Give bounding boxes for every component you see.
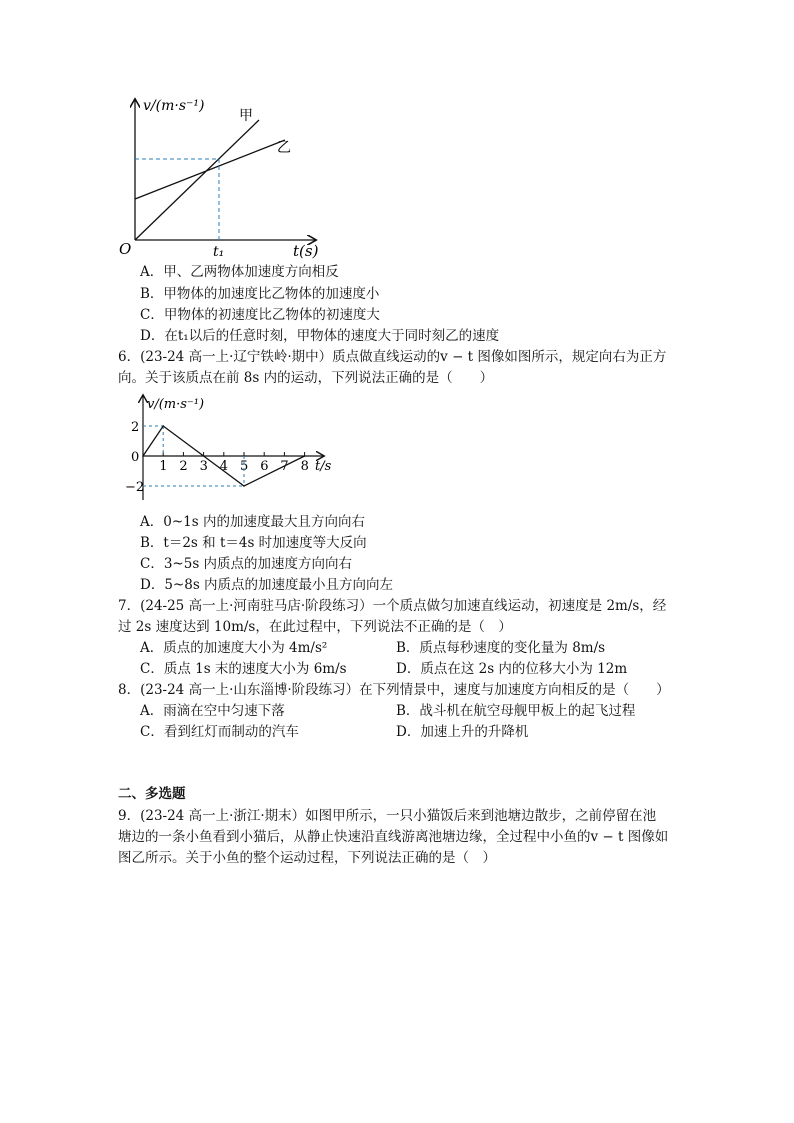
graph2-x-tick-label: 2 [179, 459, 188, 474]
q6-option-d[interactable]: D．5~8s 内质点的加速度最小且方向向左 [140, 577, 394, 593]
q9-stem-line3: 图乙所示。关于小鱼的整个运动过程，下列说法正确的是（ ） [118, 850, 496, 866]
graph2-x-label: t/s [315, 459, 332, 474]
graph2-x-tick-label: 7 [280, 459, 289, 474]
graph1-t1-label: t₁ [213, 244, 225, 260]
graph2-y-tick-label: −2 [125, 480, 145, 495]
section2-heading: 二、多选题 [118, 786, 186, 802]
q9-stem-line2: 塘边的一条小鱼看到小猫后，从静止快速沿直线游离池塘边缘，全过程中小鱼的v − t 图像如 [118, 829, 669, 845]
q5-option-a[interactable]: A．甲、乙两物体加速度方向相反 [140, 264, 339, 280]
graph2-vt-chart [125, 390, 345, 505]
q6-stem-line1: 6．(23-24 高一上·辽宁铁岭·期中）质点做直线运动的v − t 图像如图所示，规定向右为正方 [118, 349, 667, 365]
graph2-data-point [142, 455, 144, 457]
q8-stem-line1: 8．(23-24 高一上·山东淄博·阶段练习）在下列情景中，速度与加速度方向相反的是（ ） [118, 682, 670, 698]
q7-option-b[interactable]: B．质点每秒速度的变化量为 8m/s [396, 640, 606, 656]
q6-stem-line2: 向。关于该质点在前 8s 内的运动，下列说法正确的是（ ） [118, 370, 494, 386]
q5-option-d[interactable]: D．在t₁以后的任意时刻，甲物体的速度大于同时刻乙的速度 [140, 328, 500, 344]
graph2-x-tick-label: 3 [199, 459, 208, 474]
graph1-y-label: v/(m·s⁻¹) [143, 98, 205, 114]
q7-option-c[interactable]: C．质点 1s 末的速度大小为 6m/s [140, 661, 347, 677]
graph2-y-label: v/(m·s⁻¹) [147, 397, 205, 412]
q8-option-b[interactable]: B．战斗机在航空母舰甲板上的起飞过程 [396, 703, 636, 719]
graph2-data-point [304, 455, 306, 457]
graph2-x-tick-label: 1 [159, 459, 168, 474]
q7-option-d[interactable]: D．质点在这 2s 内的位移大小为 12m [396, 661, 628, 677]
graph1-line-jia [135, 120, 259, 240]
graph2-x-tick-label: 6 [260, 459, 269, 474]
graph2-x-tick-label: 8 [300, 459, 309, 474]
q7-stem-line2: 过 2s 速度达到 10m/s，在此过程中，下列说法不正确的是（ ） [118, 619, 512, 635]
graph1-x-label: t(s) [293, 242, 319, 260]
q9-stem-line1: 9．(23-24 高一上·浙江·期末）如图甲所示，一只小猫饭后来到池塘边散步，之前停留在池 [118, 808, 657, 824]
graph2-x-tick-label: 4 [219, 459, 229, 474]
q8-option-a[interactable]: A．雨滴在空中匀速下落 [140, 703, 285, 719]
graph1-line-yi [135, 140, 285, 199]
graph2-y-tick-label: 0 [131, 450, 140, 465]
graph1-jia-label: 甲 [239, 108, 253, 124]
q5-option-b[interactable]: B．甲物体的加速度比乙物体的加速度小 [140, 286, 380, 302]
q7-stem-line1: 7．(24-25 高一上·河南驻马店·阶段练习）一个质点做匀加速直线运动，初速度是 2m/s，经 [118, 598, 667, 614]
graph2-data-point [162, 425, 164, 427]
q8-option-c[interactable]: C．看到红灯而制动的汽车 [140, 724, 299, 740]
graph1-origin-label: O [119, 240, 132, 258]
q6-option-b[interactable]: B．t＝2s 和 t＝4s 时加速度等大反向 [140, 535, 367, 551]
q5-option-c[interactable]: C．甲物体的初速度比乙物体的初速度大 [140, 307, 380, 323]
q6-option-a[interactable]: A．0~1s 内的加速度最大且方向向右 [140, 514, 365, 530]
q8-option-d[interactable]: D．加速上升的升降机 [396, 724, 529, 740]
q7-option-a[interactable]: A．质点的加速度大小为 4m/s² [140, 640, 328, 656]
graph2-x-tick-label: 5 [240, 459, 249, 474]
graph1-yi-label: 乙 [277, 140, 291, 156]
q6-option-c[interactable]: C．3~5s 内质点的加速度方向向右 [140, 556, 353, 572]
graph2-data-point [243, 485, 245, 487]
graph2-y-tick-label: 2 [131, 420, 140, 435]
graph1-vt-diagram [115, 90, 330, 260]
